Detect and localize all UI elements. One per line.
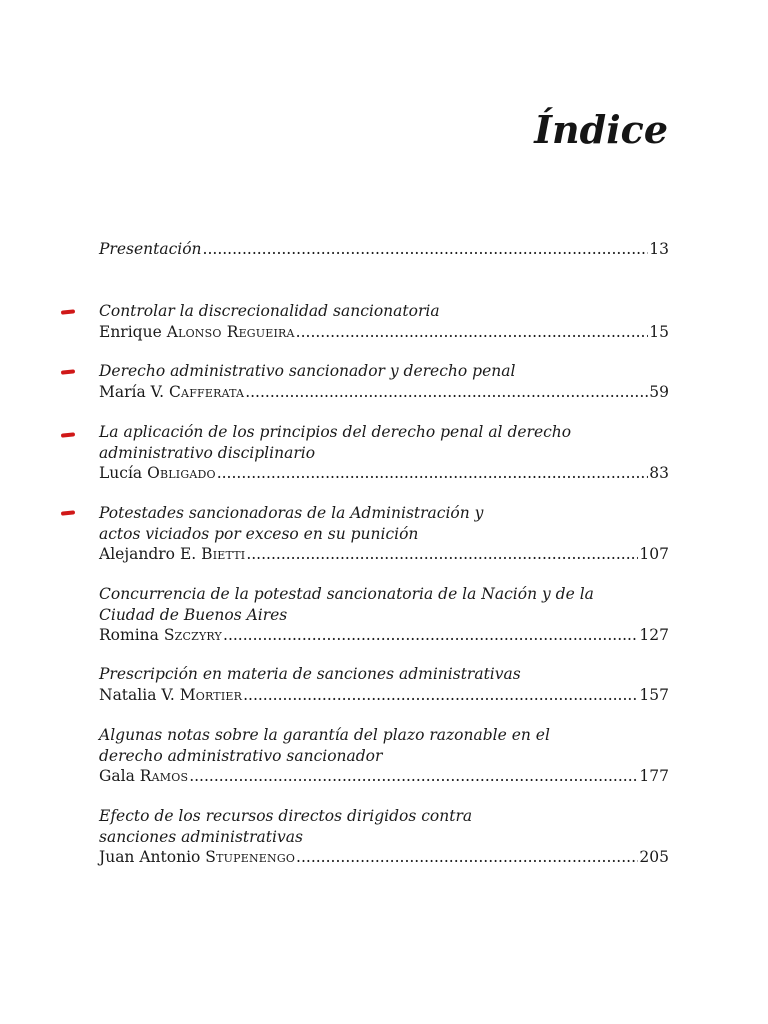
red-pen-mark: [61, 510, 75, 515]
author-name: [99, 544, 245, 565]
dot-leader: [203, 239, 649, 260]
author-line: [99, 685, 669, 706]
author-first-name: Lucía: [99, 464, 143, 482]
author-last-name: Obligado: [147, 464, 216, 482]
dot-leader: [217, 463, 649, 484]
author-line: [99, 625, 669, 646]
red-pen-mark: [61, 369, 75, 374]
entry-title: Derecho administrativo sancionador y derecho penal: [99, 362, 516, 380]
author-first-name: Juan Antonio: [99, 848, 201, 866]
author-first-name: Natalia V.: [99, 685, 175, 704]
author-name: [99, 766, 188, 787]
dot-leader: [246, 544, 638, 565]
page-title: Índice: [534, 107, 668, 152]
author-line: [99, 463, 669, 484]
author-line: [99, 544, 669, 565]
toc-entry[interactable]: [99, 725, 669, 787]
author-last-name: Bietti: [201, 545, 246, 563]
dot-leader: [296, 322, 649, 343]
dot-leader: [243, 685, 638, 706]
page-number: 83: [649, 464, 669, 482]
page-number: 177: [639, 767, 669, 785]
entry-title: Potestades sancionadoras de la Administración y actos viciados por exceso en su punición: [99, 504, 484, 543]
author-name: [99, 382, 244, 403]
author-name: [99, 685, 242, 706]
author-last-name: Szczyry: [163, 626, 223, 644]
dot-leader: [245, 382, 648, 403]
toc-entry[interactable]: [99, 806, 669, 868]
toc-entry[interactable]: [99, 584, 669, 646]
page-number: 59: [649, 382, 669, 401]
author-line: [99, 766, 669, 787]
entry-title: Concurrencia de la potestad sancionatoria de la Nación y de la Ciudad de Buenos Aires: [99, 585, 594, 624]
author-first-name: Enrique: [99, 322, 162, 341]
author-last-name: Stupenengo: [205, 848, 296, 866]
author-line: [99, 322, 669, 343]
toc-entry[interactable]: [99, 301, 669, 342]
page-number: 157: [639, 685, 669, 704]
entry-title: Presentación: [99, 240, 202, 258]
entry-title: Controlar la discrecionalidad sancionatoria: [99, 302, 440, 320]
red-pen-mark: [61, 309, 75, 314]
author-last-name: Mortier: [179, 685, 243, 704]
page-number: 13: [649, 240, 669, 258]
author-last-name: Cafferata: [169, 382, 245, 401]
page-number: 15: [649, 322, 669, 341]
entry-title: Algunas notas sobre la garantía del plazo razonable en el derecho administrativo sancionador: [99, 726, 550, 765]
author-line: [99, 847, 669, 868]
author-name: [99, 625, 222, 646]
author-first-name: Alejandro E.: [99, 545, 197, 563]
page-number: 107: [639, 545, 669, 563]
entry-title: Prescripción en materia de sanciones administrativas: [99, 665, 521, 683]
toc-entry-presentation[interactable]: [99, 239, 669, 260]
toc-entry[interactable]: [99, 361, 669, 402]
page-number: 205: [639, 848, 669, 866]
author-last-name: Ramos: [139, 767, 189, 785]
entry-title: Efecto de los recursos directos dirigidos contra sanciones administrativas: [99, 807, 473, 846]
toc-line: [99, 239, 669, 260]
dot-leader: [223, 625, 638, 646]
author-name: [99, 322, 295, 343]
dot-leader: [189, 766, 638, 787]
dot-leader: [296, 847, 638, 868]
author-line: [99, 382, 669, 403]
author-name: [99, 463, 216, 484]
author-first-name: María V.: [99, 382, 165, 401]
entry-title: La aplicación de los principios del derecho penal al derecho administrativo disciplinario: [99, 423, 572, 462]
page-number: 127: [639, 626, 669, 644]
author-first-name: Romina: [99, 626, 159, 644]
toc-entry[interactable]: [99, 664, 669, 705]
toc-entry[interactable]: [99, 503, 669, 565]
author-name: [99, 847, 295, 868]
toc-entry[interactable]: [99, 422, 669, 484]
author-last-name: Alonso Regueira: [166, 322, 295, 341]
red-pen-mark: [61, 432, 75, 437]
author-first-name: Gala: [99, 767, 135, 785]
